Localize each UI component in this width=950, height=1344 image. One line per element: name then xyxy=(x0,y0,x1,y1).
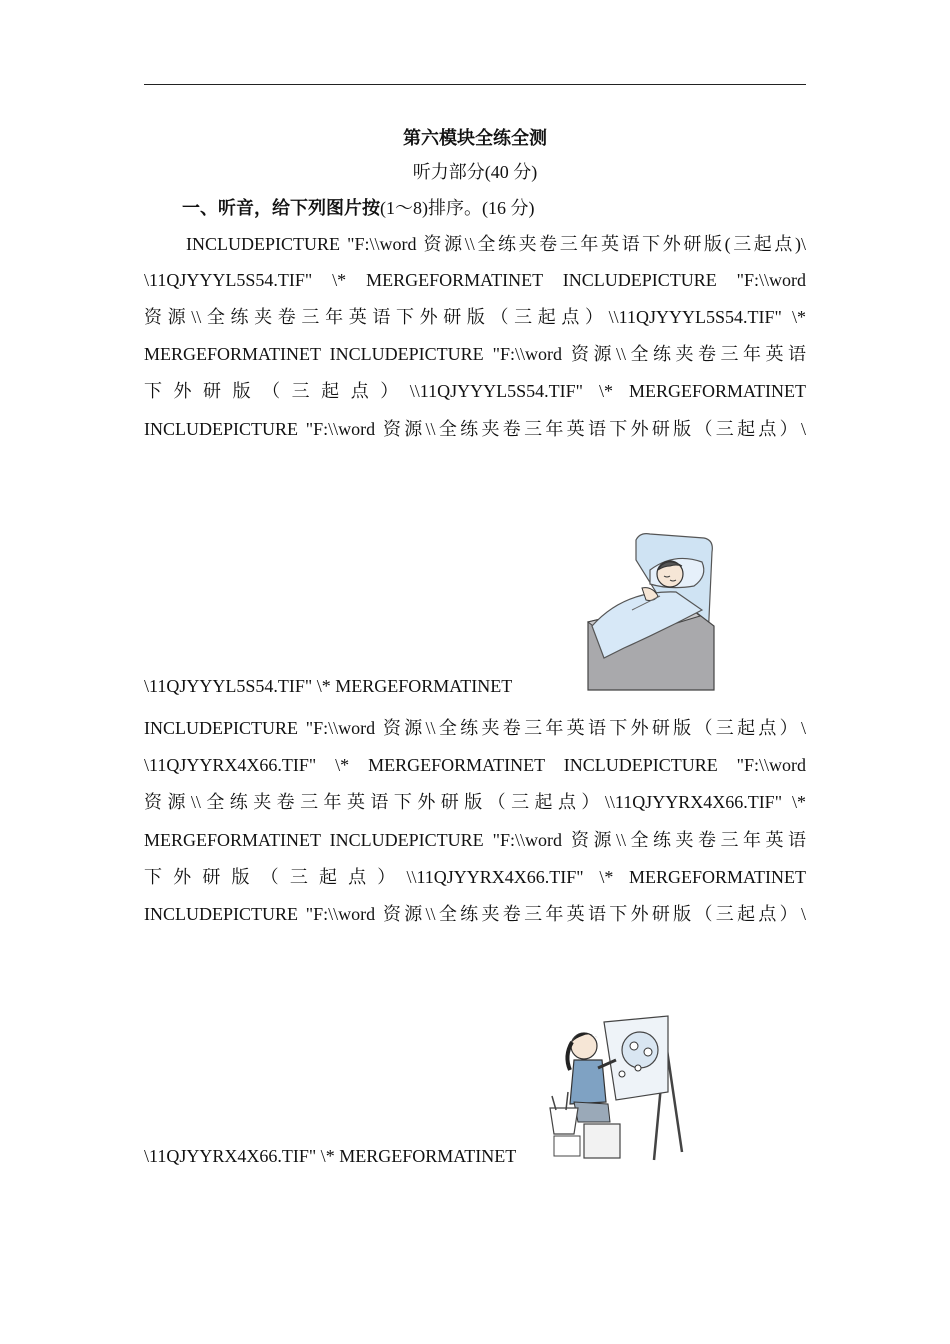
header-rule xyxy=(144,84,806,85)
block2-line: 资源\\全练夹卷三年英语下外研版（三起点）\\11QJYYRX4X66.TIF" \* xyxy=(144,792,806,812)
block1-line: MERGEFORMATINET INCLUDEPICTURE "F:\\word 资源\\全练夹卷三年英语 xyxy=(144,344,806,364)
block1-line: 资源\\全练夹卷三年英语下外研版（三起点）\\11QJYYYL5S54.TIF" \* xyxy=(144,307,806,327)
block2-line: INCLUDEPICTURE "F:\\word 资源\\全练夹卷三年英语下外研版（三起点）\ xyxy=(144,904,806,924)
block2-line: \11QJYYRX4X66.TIF" \* MERGEFORMATINET INCLUDEPICTURE "F:\\word xyxy=(144,755,806,775)
section-heading-label: 一、听音，给下列图片按 xyxy=(182,198,380,218)
block1-line: \11QJYYYL5S54.TIF" \* MERGEFORMATINET INCLUDEPICTURE "F:\\word xyxy=(144,270,806,290)
page-subtitle: 听力部分(40 分) xyxy=(412,162,538,182)
block1-tail: \11QJYYYL5S54.TIF" \* MERGEFORMATINET xyxy=(144,676,513,696)
boy-sleeping-image xyxy=(584,530,718,694)
block2-line: INCLUDEPICTURE "F:\\word 资源\\全练夹卷三年英语下外研版（三起点）\ xyxy=(144,718,806,738)
block2-line: MERGEFORMATINET INCLUDEPICTURE "F:\\word 资源\\全练夹卷三年英语 xyxy=(144,830,806,850)
block2-tail: \11QJYYRX4X66.TIF" \* MERGEFORMATINET xyxy=(144,1146,517,1166)
section-heading xyxy=(182,194,534,220)
block1-line: 下外研版（三起点）\\11QJYYYL5S54.TIF" \* MERGEFORMATINET xyxy=(144,381,806,401)
block1-line: INCLUDEPICTURE "F:\\word 资源\\全练夹卷三年英语下外研版(三起点)\ xyxy=(186,234,806,254)
girl-painting-image xyxy=(544,1012,688,1164)
section-heading-rest: (1～8)排序。(16 分) xyxy=(380,198,535,218)
page-title: 第六模块全练全测 xyxy=(403,128,547,148)
block2-line: 下外研版（三起点）\\11QJYYRX4X66.TIF" \* MERGEFORMATINET xyxy=(144,867,806,887)
block1-line: INCLUDEPICTURE "F:\\word 资源\\全练夹卷三年英语下外研版（三起点）\ xyxy=(144,419,806,439)
